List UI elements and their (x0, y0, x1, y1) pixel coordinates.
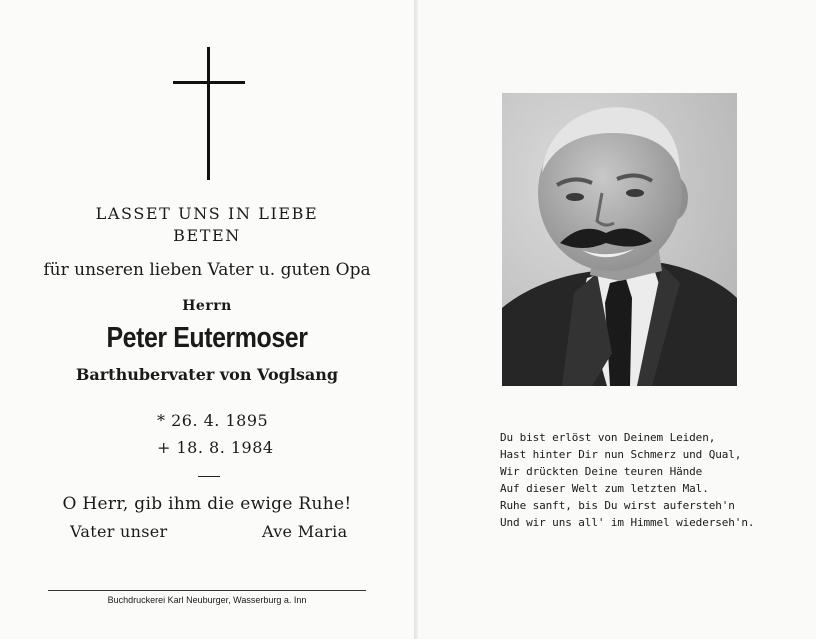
prayer-ave-maria: Ave Maria (262, 522, 348, 541)
deceased-name: Peter Eutermoser (106, 322, 308, 354)
poem-line: Ruhe sanft, bis Du wirst aufersteh'n (500, 499, 735, 512)
prayer-call-line-1: LASSET UNS IN LIEBE (95, 204, 319, 223)
poem-line: Du bist erlöst von Deinem Leiden, (500, 431, 716, 444)
poem-line: Hast hinter Dir nun Schmerz und Qual, (500, 448, 742, 461)
honorific: Herrn (182, 298, 232, 314)
cross-icon (207, 47, 210, 180)
cross-icon-bar (173, 81, 245, 84)
prayer-call-line-2: BETEN (173, 226, 241, 245)
poem-line: Wir drückten Deine teuren Hände (500, 465, 703, 478)
prayer-vater-unser: Vater unser (70, 522, 168, 541)
subtitle: Barthubervater von Voglsang (75, 365, 339, 384)
poem (500, 429, 754, 531)
poem-line: Und wir uns all' im Himmel wiederseh'n. (500, 516, 755, 529)
printer-credit: Buchdruckerei Karl Neuburger, Wasserburg a. Inn (107, 595, 307, 605)
eternal-rest: O Herr, gib ihm die ewige Ruhe! (62, 494, 352, 514)
portrait-illustration (502, 93, 737, 386)
birth-date: * 26. 4. 1895 (157, 411, 269, 430)
death-date: + 18. 8. 1984 (157, 438, 274, 457)
footer-rule (48, 590, 366, 591)
divider (198, 476, 220, 477)
poem-line: Auf dieser Welt zum letzten Mal. (500, 482, 709, 495)
dedication: für unseren lieben Vater u. guten Opa (43, 260, 371, 280)
portrait-photo (502, 93, 737, 386)
